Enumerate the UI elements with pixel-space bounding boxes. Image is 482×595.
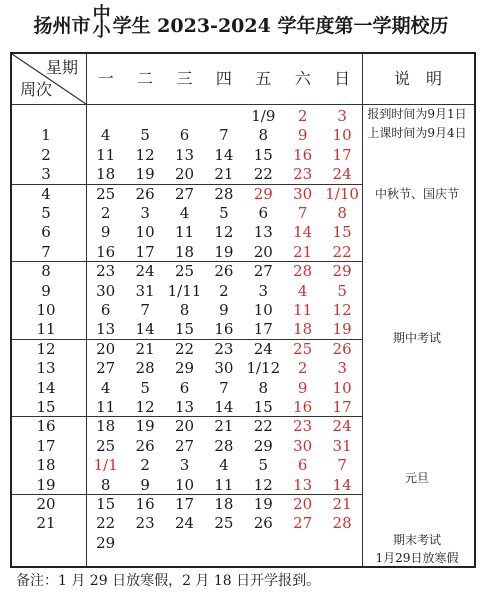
date-cell: 27 (253, 262, 273, 281)
date-cell: 16 (214, 320, 234, 339)
date-cell: 2 (100, 204, 111, 222)
date-cell: 6 (258, 204, 269, 222)
date-cell: 12 (214, 223, 234, 242)
week-number: 1 (41, 126, 51, 145)
date-cell: 11 (96, 398, 116, 416)
week-number: 6 (41, 223, 51, 242)
date-cell: 21 (332, 495, 352, 513)
date-cell: 13 (253, 223, 273, 242)
date-cell: 20 (174, 417, 195, 436)
date-cell: 3 (258, 281, 269, 300)
date-cell: 10 (174, 475, 195, 494)
date-cell: 19 (135, 165, 155, 184)
date-cell: 18 (214, 495, 234, 513)
date-cell: 17 (174, 495, 195, 513)
date-cell: 26 (332, 339, 352, 358)
date-cell: 9 (297, 126, 308, 145)
week-number: 16 (36, 417, 56, 436)
date-cell: 28 (135, 359, 155, 378)
date-cell: 21 (214, 417, 234, 436)
date-cell: 3 (140, 204, 150, 222)
date-cell: 12 (135, 145, 155, 164)
corner-week-label: 周次 (19, 80, 52, 99)
date-cell: 22 (253, 417, 273, 436)
date-cell: 2 (140, 456, 150, 475)
date-cell: 30 (293, 184, 313, 203)
date-cell: 20 (253, 242, 273, 261)
date-cell: 27 (293, 514, 313, 533)
date-cell: 19 (332, 320, 352, 339)
week-number: 7 (41, 242, 51, 261)
date-cell: 16 (135, 495, 155, 513)
date-cell: 27 (96, 359, 116, 378)
note-final-exam: 期末考试 (392, 533, 441, 547)
date-cell: 1/9 (251, 107, 276, 125)
date-cell: 17 (253, 320, 273, 339)
date-cell: 8 (100, 475, 111, 494)
date-cell: 19 (135, 417, 155, 436)
date-cell: 24 (253, 339, 273, 358)
date-cell: 13 (293, 475, 313, 494)
school-logo (92, 4, 112, 41)
week-number: 11 (36, 320, 56, 339)
week-number: 3 (41, 165, 51, 184)
date-cell: 16 (293, 145, 313, 164)
date-cell: 22 (332, 242, 352, 261)
date-cell: 24 (332, 165, 352, 184)
date-cell: 7 (219, 126, 229, 145)
date-cell: 18 (174, 242, 195, 261)
note-class-start: 上课时间为9月4日 (367, 126, 467, 140)
date-cell: 29 (174, 359, 195, 378)
date-cell: 14 (332, 475, 352, 494)
date-cell: 31 (332, 436, 352, 455)
date-cell: 13 (174, 145, 195, 164)
date-cell: 8 (258, 126, 269, 145)
date-cell: 14 (214, 145, 234, 164)
note-holiday: 中秋节、国庆节 (374, 187, 459, 201)
date-cell: 10 (332, 126, 352, 145)
footer-note: 备注：1 月 29 日放寒假，2 月 18 日开学报到。 (16, 573, 321, 589)
date-cell: 26 (135, 436, 155, 455)
date-cell: 4 (179, 204, 190, 222)
week-number: 21 (36, 514, 56, 533)
date-cell: 8 (258, 378, 269, 397)
date-cell: 18 (96, 165, 116, 184)
date-cell: 30 (214, 359, 234, 378)
date-cell: 15 (253, 398, 273, 416)
date-cell: 9 (140, 475, 150, 494)
date-cell: 4 (100, 126, 111, 145)
date-cell: 1/10 (325, 184, 359, 203)
date-cell: 18 (96, 417, 116, 436)
date-cell: 16 (293, 398, 313, 416)
date-cell: 25 (293, 339, 313, 358)
date-cell: 6 (179, 126, 190, 145)
date-cell: 23 (135, 514, 155, 533)
date-cell: 9 (219, 301, 229, 319)
date-cell: 29 (253, 184, 273, 203)
date-cell: 31 (135, 281, 155, 300)
date-cell: 24 (174, 514, 195, 533)
week-number: 2 (41, 145, 51, 164)
date-cell: 30 (293, 436, 313, 455)
date-cell: 3 (179, 456, 190, 475)
date-cell: 1/1 (93, 456, 118, 475)
date-cell: 28 (293, 262, 313, 281)
date-cell: 25 (96, 184, 116, 203)
date-cell: 29 (253, 436, 273, 455)
date-cell: 15 (96, 495, 116, 513)
date-cell: 19 (214, 242, 234, 261)
date-cell: 23 (293, 417, 313, 436)
date-cell: 29 (96, 533, 116, 552)
date-cell: 5 (140, 378, 150, 397)
week-number: 19 (36, 475, 56, 494)
date-cell: 21 (135, 339, 155, 358)
date-cell: 20 (96, 339, 116, 358)
note-report-date: 报到时间为9月1日 (367, 107, 467, 121)
date-cell: 6 (297, 456, 308, 475)
date-cell: 6 (100, 301, 111, 319)
date-cell: 25 (174, 262, 195, 281)
date-cell: 27 (174, 184, 195, 203)
date-cell: 28 (332, 514, 352, 533)
note-new-year: 元旦 (404, 471, 429, 485)
date-cell: 23 (293, 165, 313, 184)
date-cell: 4 (297, 281, 308, 300)
date-cell: 28 (214, 184, 234, 203)
date-cell: 30 (96, 281, 116, 300)
date-cell: 23 (96, 262, 116, 281)
notes-column-header: 说 明 (393, 69, 442, 88)
date-cell: 29 (332, 262, 352, 281)
week-number: 8 (41, 262, 51, 281)
date-cell: 12 (135, 398, 155, 416)
date-cell: 10 (332, 378, 352, 397)
note-winter-break: 1月29日放寒假 (375, 551, 459, 565)
week-number: 17 (36, 436, 56, 455)
date-cell: 24 (135, 262, 155, 281)
date-cell: 15 (174, 320, 195, 339)
date-cell: 25 (96, 436, 116, 455)
date-cell: 22 (253, 165, 273, 184)
date-cell: 2 (297, 107, 308, 125)
date-cell: 3 (337, 107, 347, 125)
date-cell: 26 (214, 262, 234, 281)
date-cell: 28 (214, 436, 234, 455)
date-cell: 19 (253, 495, 273, 513)
week-number: 5 (41, 204, 51, 222)
date-cell: 23 (214, 339, 234, 358)
weekday-header: 二 (137, 69, 154, 88)
calendar-table (10, 52, 476, 568)
date-cell: 17 (332, 145, 352, 164)
date-cell: 5 (219, 204, 229, 222)
date-cell: 24 (332, 417, 352, 436)
date-cell: 25 (214, 514, 234, 533)
date-cell: 18 (293, 320, 313, 339)
date-cell: 15 (332, 223, 352, 242)
date-cell: 7 (297, 204, 308, 222)
date-cell: 1/12 (246, 359, 281, 378)
weekday-header: 三 (176, 69, 193, 88)
week-number: 4 (41, 184, 51, 203)
date-cell: 14 (214, 398, 234, 416)
weekday-header: 一 (97, 69, 114, 88)
date-cell: 8 (179, 301, 190, 319)
date-cell: 14 (293, 223, 313, 242)
date-cell: 10 (135, 223, 155, 242)
date-cell: 2 (297, 359, 308, 378)
header-divider (12, 104, 474, 105)
date-cell: 8 (337, 204, 347, 222)
date-cell: 3 (337, 359, 347, 378)
date-cell: 11 (96, 145, 116, 164)
title-suffix: 学生 2023-2024 学年度第一学期校历 (112, 14, 449, 37)
date-cell: 9 (297, 378, 308, 397)
weekday-header: 六 (294, 69, 311, 88)
title-prefix: 扬州市 (33, 14, 91, 37)
date-cell: 11 (293, 301, 313, 319)
logo-bottom-char: 小 (92, 20, 111, 41)
date-cell: 17 (135, 242, 155, 261)
week-number: 14 (36, 378, 56, 397)
date-cell: 16 (96, 242, 116, 261)
corner-weekday-label: 星期 (45, 58, 78, 77)
date-cell: 21 (214, 165, 234, 184)
week-number: 12 (36, 339, 56, 358)
week-number: 13 (36, 359, 56, 378)
date-cell: 5 (258, 456, 269, 475)
date-cell: 22 (174, 339, 195, 358)
date-cell: 26 (253, 514, 273, 533)
date-cell: 5 (140, 126, 150, 145)
date-cell: 7 (140, 301, 150, 319)
date-cell: 6 (179, 378, 190, 397)
date-cell: 5 (337, 281, 347, 300)
weekday-header: 五 (255, 69, 272, 88)
week-number: 9 (41, 281, 51, 300)
date-cell: 13 (174, 398, 195, 416)
date-cell: 20 (293, 495, 313, 513)
date-cell: 14 (135, 320, 155, 339)
date-cell: 17 (332, 398, 352, 416)
week-number: 10 (36, 301, 56, 319)
logo-top-char: 中 (92, 4, 111, 25)
weekday-header: 日 (334, 69, 351, 88)
date-cell: 4 (219, 456, 229, 475)
date-cell: 12 (332, 301, 352, 319)
calendar-title (0, 2, 482, 46)
date-cell: 7 (219, 378, 229, 397)
date-cell: 22 (96, 514, 116, 533)
week-number: 20 (36, 495, 56, 513)
date-cell: 10 (253, 301, 273, 319)
note-midterm: 期中考试 (392, 331, 441, 345)
date-cell: 27 (174, 436, 195, 455)
date-cell: 2 (219, 281, 229, 300)
date-cell: 1/11 (167, 281, 202, 300)
date-cell: 20 (174, 165, 195, 184)
date-cell: 13 (96, 320, 116, 339)
date-cell: 4 (100, 378, 111, 397)
week-number: 15 (36, 398, 56, 416)
date-cell: 7 (337, 456, 347, 475)
date-cell: 26 (135, 184, 155, 203)
notes-column-divider (362, 54, 363, 566)
date-cell: 11 (214, 475, 234, 494)
weekday-header: 四 (215, 69, 232, 88)
date-cell: 15 (253, 145, 273, 164)
week-number: 18 (36, 456, 56, 475)
date-cell: 12 (253, 475, 273, 494)
date-cell: 9 (100, 223, 111, 242)
date-cell: 21 (293, 242, 313, 261)
date-cell: 11 (174, 223, 195, 242)
